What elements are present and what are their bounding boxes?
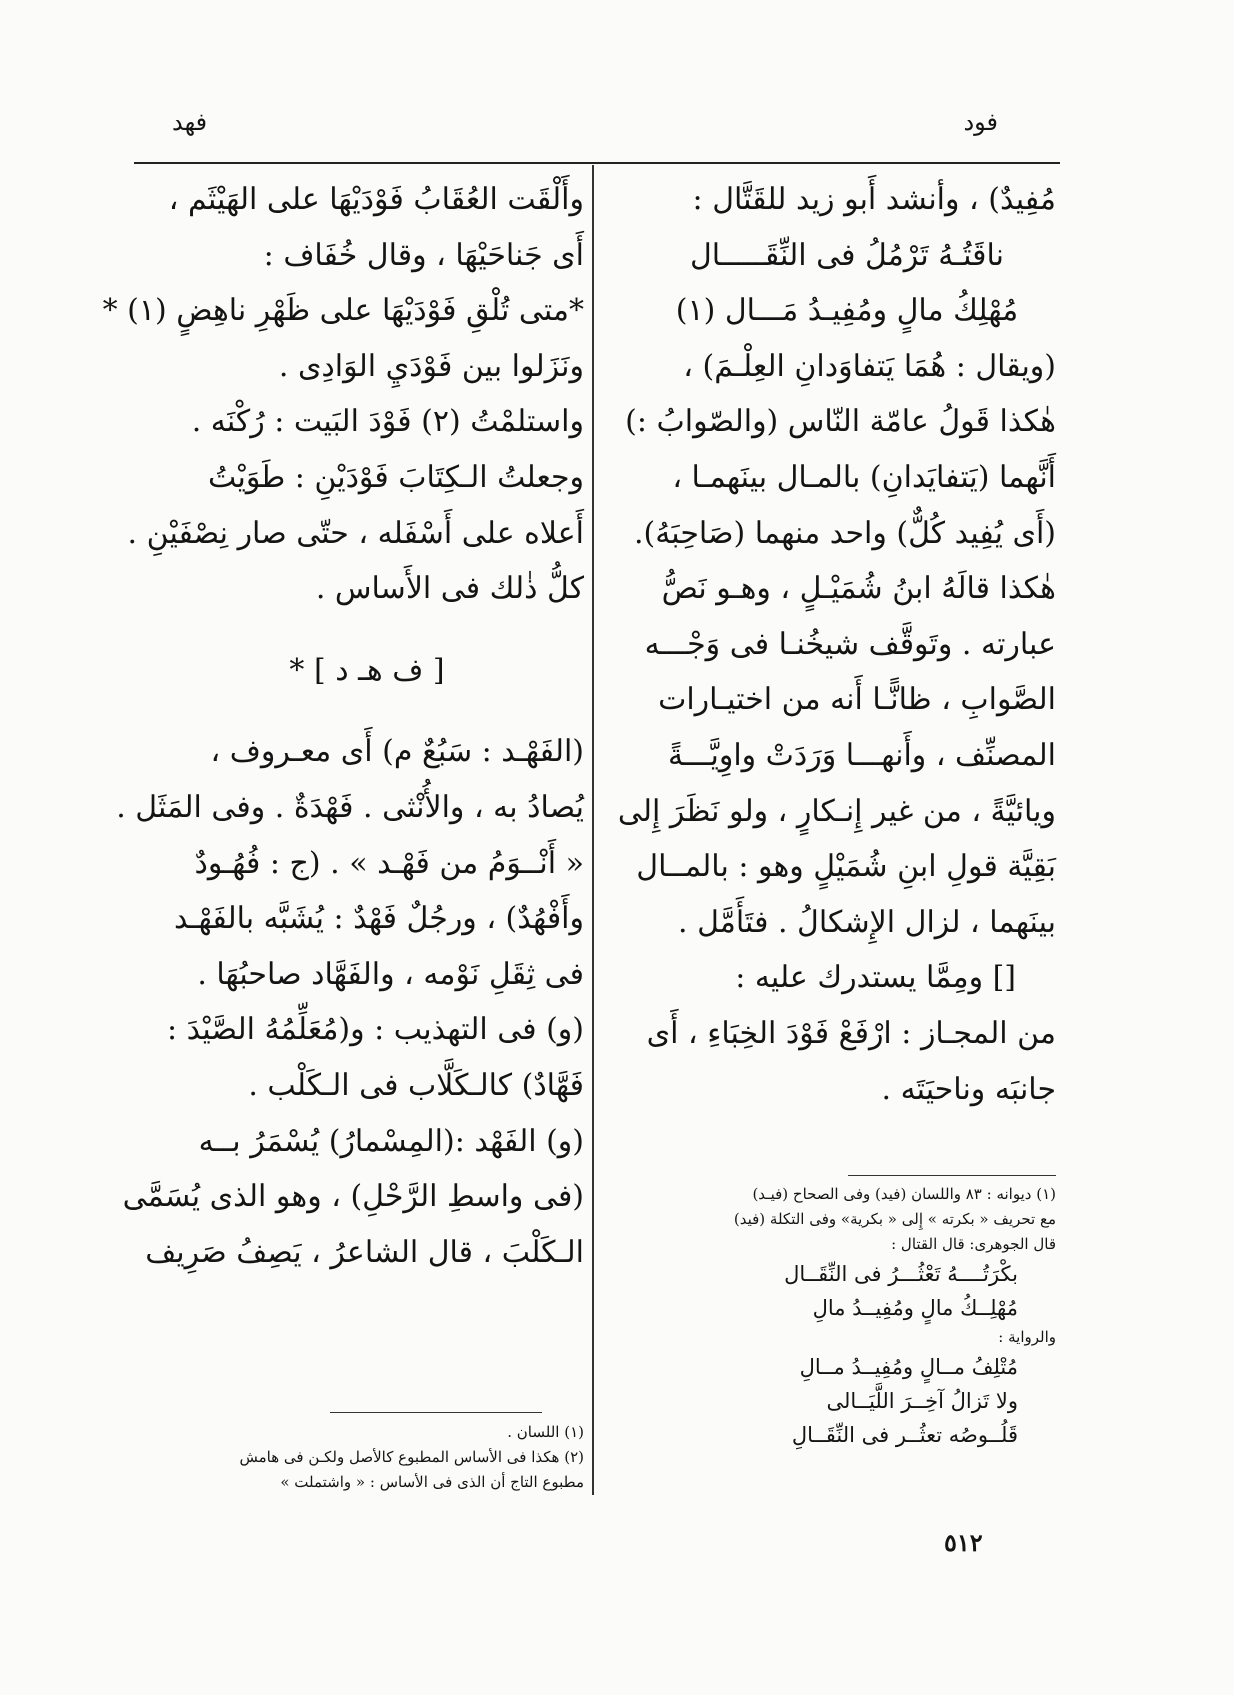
right-column	[617, 172, 1056, 1117]
footnote-rule	[330, 1412, 542, 1413]
footnote-line: قال الجوهرى: قال القتال :	[891, 1235, 1056, 1253]
left-column	[102, 172, 584, 1280]
text-line: أَى جَناحَيْهَا ، وقال خُفَاف :	[263, 237, 584, 273]
text-line: هٰكذا قَولُ عامّة النّاس (والصّوابُ :)	[625, 404, 1056, 440]
text-line: عبارته . وتَوقَّف شيخُنـا فى وَجْـــه	[644, 626, 1056, 662]
text-line: [] ومِمَّا يستدرك عليه :	[735, 960, 1016, 996]
text-line: أَعلاه على أَسْفَله ، حتّى صار نِصْفَيْنِ .	[127, 515, 584, 551]
text-line: الصَّوابِ ، ظانًّـا أَنه من اختيـارات	[658, 682, 1056, 718]
text-line: (الفَهْـد : سَبُعٌ م) أَى معـروف ،	[210, 734, 584, 770]
left-footnotes	[150, 1420, 584, 1495]
text-line: أَنَّهما (يَتفايَدانِ) بالمـال بينَهمـا ،	[672, 459, 1056, 495]
text-line: من المجـاز : ارْفَعْ فَوْدَ الخِبَاءِ ، أَى	[646, 1015, 1056, 1051]
column-divider	[592, 165, 594, 1495]
footnote-line: والرواية :	[998, 1328, 1056, 1346]
text-line: ويائيَّةً ، من غير إِنـكارٍ ، ولو نَظَرَ إِلى	[617, 793, 1056, 829]
text-line: جانبَه وناحيَتَه .	[881, 1071, 1056, 1107]
text-line: (و) فى التهذيب : و(مُعَلِّمُهُ الصَّيْدَ :	[167, 1012, 584, 1048]
footnote-verse: مُتْلِفُ مــالٍ ومُفِيــدُ مــالِ	[799, 1355, 1018, 1379]
text-line: فى ثِقَلِ نَوْمه ، والفَهَّاد صاحبُهَا .	[197, 956, 584, 992]
verse-line: *متى تُلْقِ فَوْدَيْهَا على ظَهْرِ ناهِضٍ (١) *	[102, 293, 584, 329]
footnote-line: مطبوع التاج أن الذى فى الأساس : « واشتملت »	[280, 1473, 584, 1491]
text-line: هٰكذا قالَهُ ابنُ شُمَيْـلٍ ، وهـو نَصُّ	[661, 571, 1056, 607]
text-line: بَقِيَّة قولِ ابنِ شُمَيْلٍ وهو : بالمــال	[636, 849, 1056, 885]
text-line: (ويقال : هُمَا يَتفاوَدانِ العِلْـمَ) ،	[683, 348, 1056, 384]
footnote-verse: قَلُــوصُه تعثُــر فى النِّقَــالِ	[791, 1423, 1018, 1447]
footnote-verse: ولا تَزالُ آخِــرَ اللَّيَــالى	[826, 1389, 1018, 1413]
text-line: « أَنْــوَمُ من فَهْـد » . (ج : فُهُـودٌ	[194, 845, 584, 881]
footnote-verse: بكْرَتُــــهُ تَعْثُـــرُ فى النِّقَــال	[784, 1262, 1018, 1286]
section-gap	[150, 698, 584, 724]
section-gap	[150, 617, 584, 643]
footnote-rule	[848, 1175, 1056, 1176]
verse-line: مُهْلِكُ مالٍ ومُفِيـدُ مَـــال (١)	[675, 293, 1019, 329]
text-line: كلُّ ذٰلك فى الأَساس .	[315, 571, 584, 607]
footnote-line: (١) اللسان .	[507, 1423, 584, 1441]
text-line: (أَى يُفِيد كُلٌّ) واحد منهما (صَاحِبَهُ).	[633, 515, 1056, 551]
text-line: (و) الفَهْد :(المِسْمارُ) يُسْمَرُ بــه	[198, 1123, 584, 1159]
text-line: وأَفْهُدٌ) ، ورجُلٌ فَهْدٌ : يُشَبَّه بالفَهْـد	[173, 901, 584, 937]
verse-line: ناقَتُـهُ تَرْمُلُ فى النِّقَـــــال	[690, 237, 1004, 273]
footnote-verse: مُهْلِــكُ مالٍ ومُفِيــدُ مالِ	[812, 1296, 1018, 1320]
header-rule	[134, 162, 1060, 164]
footnote-line: (٢) هكذا فى الأساس المطبوع كالأصل ولكـن فى هامش	[239, 1448, 584, 1466]
running-head-left: فهد	[172, 108, 208, 136]
text-line: المصنِّف ، وأَنهـــا وَرَدَتْ واوِيَّـــةً	[668, 737, 1056, 773]
text-line: واستلمْتُ (٢) فَوْدَ البَيت : رُكْنَه .	[191, 404, 584, 440]
text-line: بينَهما ، لزال الإِشكالُ . فتَأَمَّل .	[678, 904, 1056, 940]
text-line: يُصادُ به ، والأُنْثى . فَهْدَةٌ . وفى المَثَل .	[116, 789, 584, 825]
footnote-line: (١) ديوانه : ٨٣ واللسان (فيد) وفى الصحاح (فيـد)	[752, 1185, 1056, 1203]
text-line: الـكَلْبَ ، قال الشاعرُ ، يَصِفُ صَرِيف	[145, 1234, 584, 1270]
text-line: مُفِيدٌ) ، وأنشد أَبو زيد للقَتَّال :	[692, 182, 1056, 217]
entry-heading: [ ف هـ د ] *	[289, 652, 445, 688]
right-footnotes	[638, 1182, 1056, 1452]
text-line: فَهَّادٌ) كالـكَلَّاب فى الـكَلْب .	[248, 1067, 584, 1103]
page-number: ٥١٢	[944, 1528, 983, 1557]
footnote-line: مع تحريف « بكرته » إِلى « بكرية» وفى التكلة (فيد)	[733, 1210, 1056, 1228]
text-line: وجعلتُ الـكِتَابَ فَوْدَيْنِ : طَوَيْتُ	[208, 459, 584, 495]
text-line: ونَزَلوا بين فَوْدَيِ الوَادِى .	[278, 348, 584, 384]
running-head-right: فود	[963, 108, 998, 136]
text-line: وأَلْقَت العُقَابُ فَوْدَيْهَا على الهَيْثَم ،	[168, 182, 584, 217]
text-line: (فى واسطِ الرَّحْلِ) ، وهو الذى يُسَمَّى	[122, 1179, 584, 1215]
